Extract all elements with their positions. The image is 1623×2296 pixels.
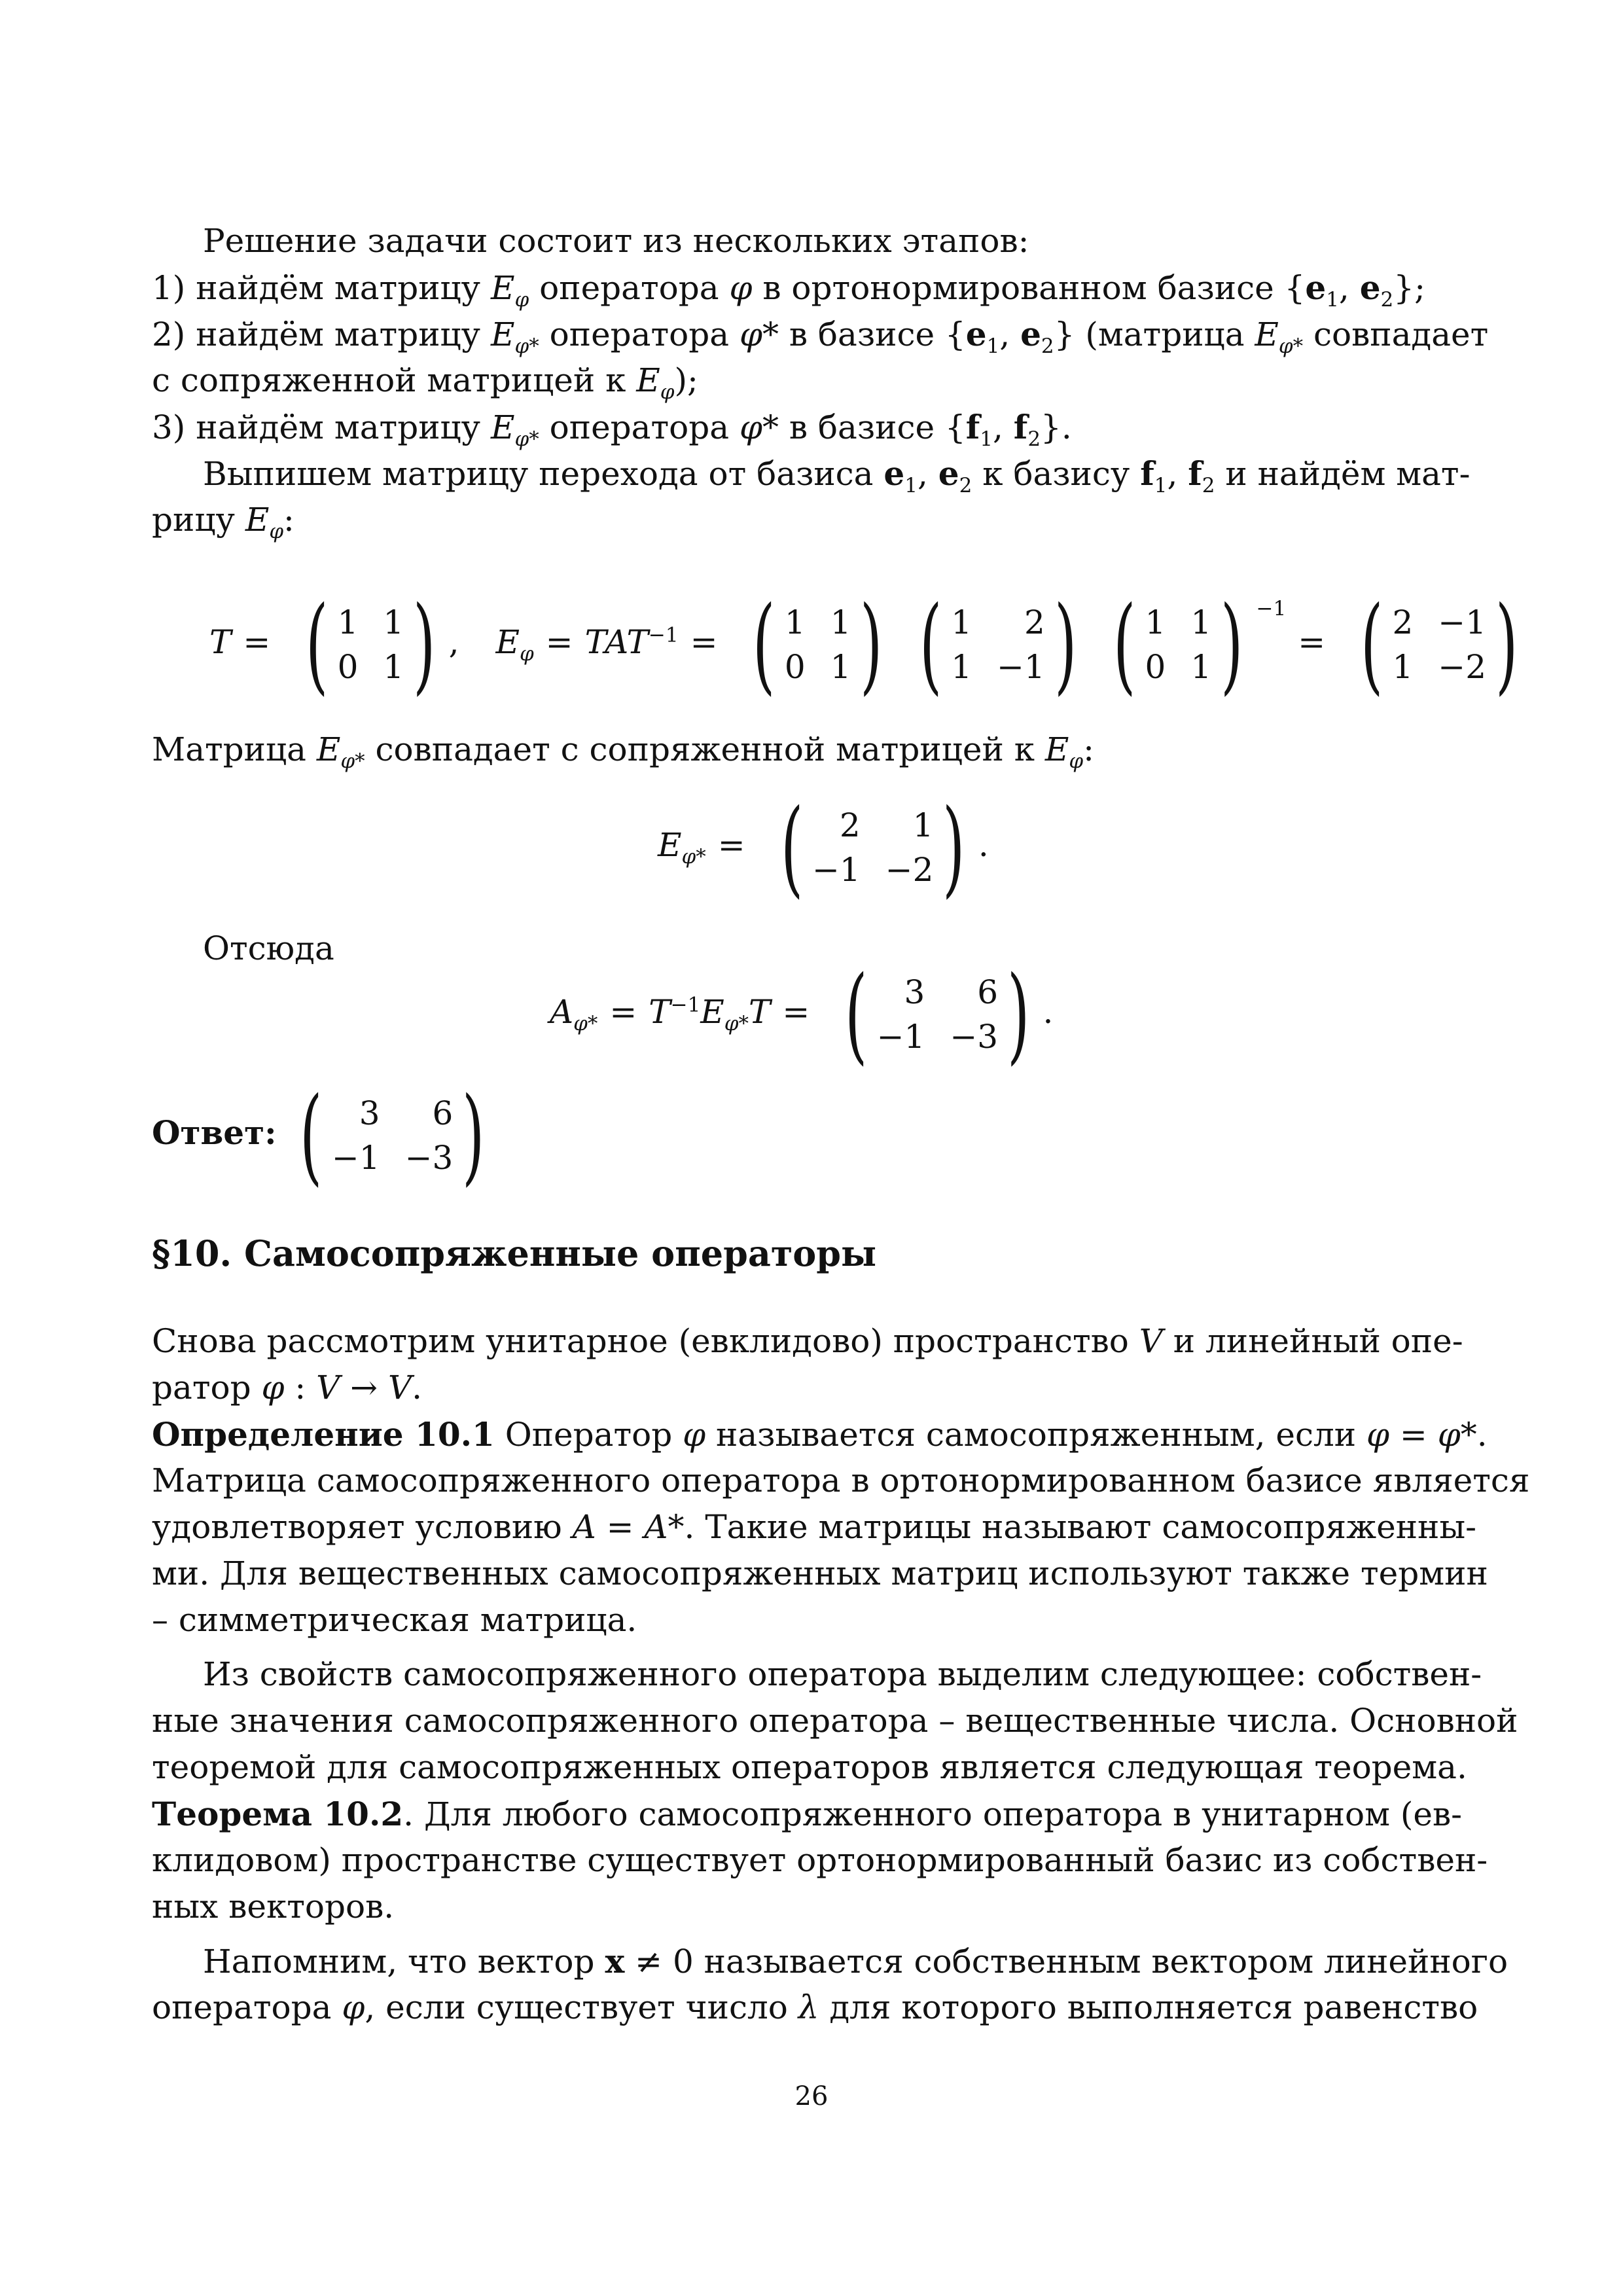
answer-matrix: ( 3 6 −1 −3 ) xyxy=(300,1074,485,1196)
matrix-T-2: ( 1 1 0 1 ) xyxy=(753,583,883,706)
matrix-A-phi-star: ( 3 6 −1 −3 ) xyxy=(845,953,1030,1075)
matrix-T-inverse: ( 1 1 0 1 ) xyxy=(1113,583,1243,706)
properties-paragraph: Из свойств самосопряженного оператора выделим следующее: собствен- xyxy=(203,1655,1482,1693)
step-3: 3) найдём матрицу $E_{\varphi*}$ оператора φ* в базисе {$f_1$, $f_2$}. xyxy=(152,408,1072,451)
step-2: 2) найдём матрицу $E_{\varphi*}$ оператора φ* в базисе {$e_1$, $e_2$} (матрица $E_{\varphi*}$ совпадает xyxy=(152,315,1489,358)
formula-T-and-E: T = ( 1 1 0 1 ) , $E_\varphi = TAT^{-1}$ = ( 1 1 0 1 ) ( 1 2 1 −1 ) ( 1 1 0 1 ) $^{-1}$= ( 2 −1 1 −2 ) xyxy=(209,592,1531,697)
section-body: Снова рассмотрим унитарное (евклидово) пространство V и линейный опе- ратор φ : V → V. Определение 10.1 Оператор φ называется самосопряженным, если φ = φ*. Матрица самосопряженного оператора в ортонормированном базисе является удовлетворяет условию A = A*. Такие матрицы называют самосопряженны- ми. Для вещественных самосопряженных матриц используют также термин – симметрическая матрица. Из свойств самосопряженного оператора выделим следующее: собствен- ные значения самосопряженного оператора – вещественные числа. Основной теоремой для самосопряженных операторов является следующая теорема. Теорема 10.2. Для любого самосопряженного оператора в унитарном (ев- клидовом) пространстве существует ортонормированный базис из собствен- ных векторов. Напомним, что вектор x ≠ 0 называется собственным вектором линейного оператора φ, если существует число λ для которого выполняется равенство xyxy=(152,1318,1471,2031)
definition-10-1: Определение 10.1 Оператор φ называется самосопряженным, если φ = φ*. xyxy=(152,1415,1488,1454)
transition-line-2: рицу $E_\varphi$: xyxy=(152,501,294,543)
matrix-T: ( 1 1 0 1 ) xyxy=(306,583,436,706)
conjugate-text: Матрица $E_{\varphi*}$ совпадает с сопряженной матрицей к $E_\varphi$: xyxy=(152,730,1094,773)
hence-text: Отсюда xyxy=(203,929,334,967)
formula-E-phi-star: $E_{\varphi*}$ = ( 2 1 −1 −2 ) . xyxy=(658,786,989,908)
intro-line-1: Решение задачи состоит из нескольких этапов: xyxy=(203,222,1029,260)
matrix-A: ( 1 2 1 −1 ) xyxy=(919,583,1077,706)
formula-A-phi-star: $A_{\varphi*} = T^{-1}E_{\varphi*}T$ = ( 3 6 −1 −3 ) . xyxy=(550,953,1054,1075)
matrix-E-phi: ( 2 −1 1 −2 ) xyxy=(1361,583,1518,706)
matrix-E-phi-star: ( 2 1 −1 −2 ) xyxy=(780,786,965,908)
theorem-10-2: Теорема 10.2. Для любого самосопряженного оператора в унитарном (ев- xyxy=(152,1795,1463,1833)
solution-intro xyxy=(152,218,1489,543)
section-p1: Снова рассмотрим унитарное (евклидово) пространство V и линейный опе- xyxy=(152,1322,1463,1360)
step-1: 1) найдём матрицу $E_\varphi$ оператора φ в ортонормированном базисе {$e_1$, $e_2$}; xyxy=(152,268,1425,312)
page-number: 26 xyxy=(794,2081,829,2111)
step-2-cont: с сопряженной матрицей к $E_\varphi$); xyxy=(152,361,698,404)
transition-line: Выпишем матрицу перехода от базиса $e_1$, $e_2$ к базису $f_1$, $f_2$ и найдём мат- xyxy=(203,454,1471,497)
reminder-paragraph: Напомним, что вектор x ≠ 0 называется собственным вектором линейного xyxy=(203,1942,1508,1981)
answer: Ответ: ( 3 6 −1 −3 ) xyxy=(152,1083,498,1188)
section-title: §10. Самосопряженные операторы xyxy=(152,1232,877,1274)
